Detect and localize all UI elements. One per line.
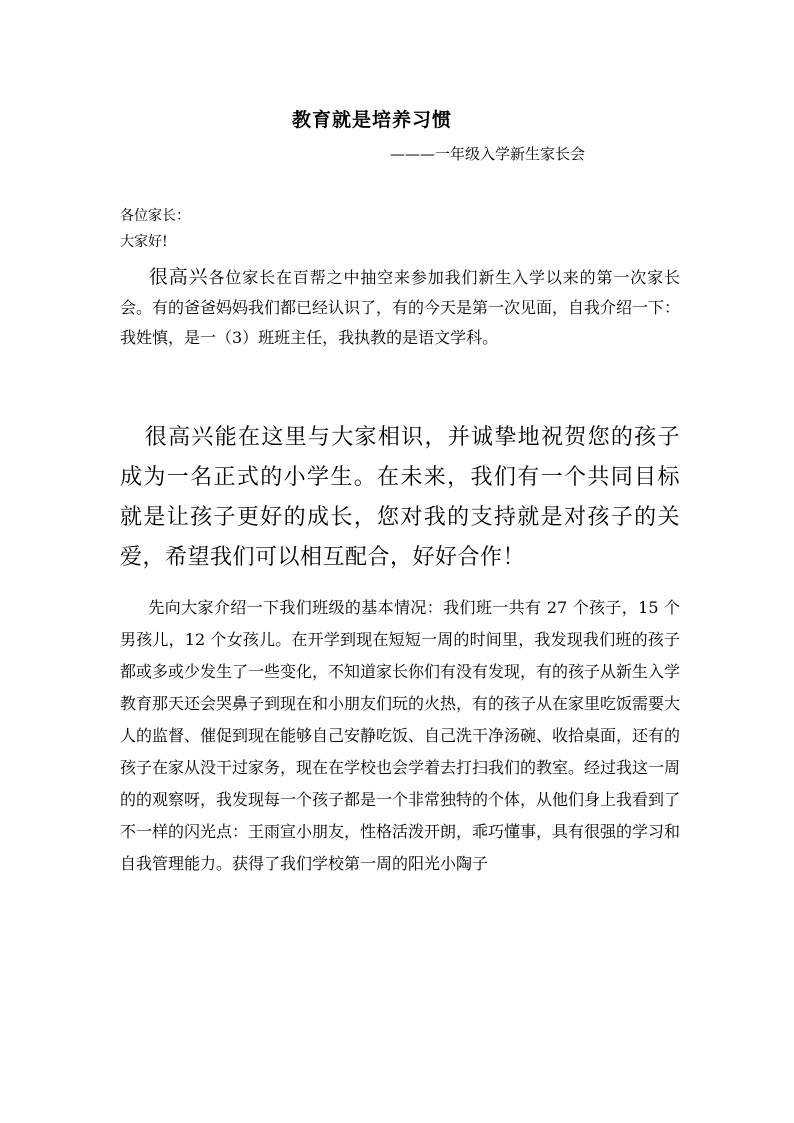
salutation-line-2: 大家好! bbox=[120, 234, 168, 250]
salutation-line-1: 各位家长： bbox=[120, 208, 190, 224]
paragraph-welcome bbox=[120, 418, 680, 578]
document-subtitle: ———一年级入学新生家长会 bbox=[390, 145, 586, 163]
paragraph-body-text: 各位家长在百帮之中抽空来参加我们新生入学以来的第一次家长会。有的爸爸妈妈我们都已经认识了，有的今天是第一次见面，自我介绍一下：我姓慎，是一（3）班班主任，我执教的是语文学科。 bbox=[120, 268, 681, 347]
document-title: 教育就是培养习惯 bbox=[292, 109, 453, 131]
paragraph-body-text: 很高兴能在这里与大家相识，并诚挚地祝贺您的孩子成为一名正式的小学生。在未来，我们有一个共同目标就是让孩子更好的成长，您对我的支持就是对孩子的关爱，希望我们可以相互配合，好好合作！ bbox=[120, 425, 680, 570]
paragraph-lead-text: 很高兴 bbox=[148, 266, 209, 288]
paragraph-class-situation bbox=[120, 592, 680, 880]
paragraph-body-text: 先向大家介绍一下我们班级的基本情况：我们班一共有 27 个孩子，15 个男孩儿，12 个女孩儿。在开学到现在短短一周的时间里，我发现我们班的孩子都或多或少发生了一些变化，不知道家长你们有没有发现，有的孩子从新生入学教育那天还会哭鼻子到现在和小朋友们玩的火热，有的孩子从在家里吃饭需要大人的监督、催促到现在能够自己安静吃饭、自己洗干净汤碗、收拾桌面，还有的孩子在家从没干过家务，现在在学校也会学着去打扫我们的教室。经过我这一周的的观察呀，我发现每一个孩子都是一个非常独特的个体，从他们身上我看到了不一样的闪光点：王雨宣小朋友，性格活泼开朗，乖巧懂事，具有很强的学习和自我管理能力。获得了我们学校第一周的阳光小陶子 bbox=[120, 598, 681, 873]
paragraph-introduction bbox=[120, 262, 680, 353]
